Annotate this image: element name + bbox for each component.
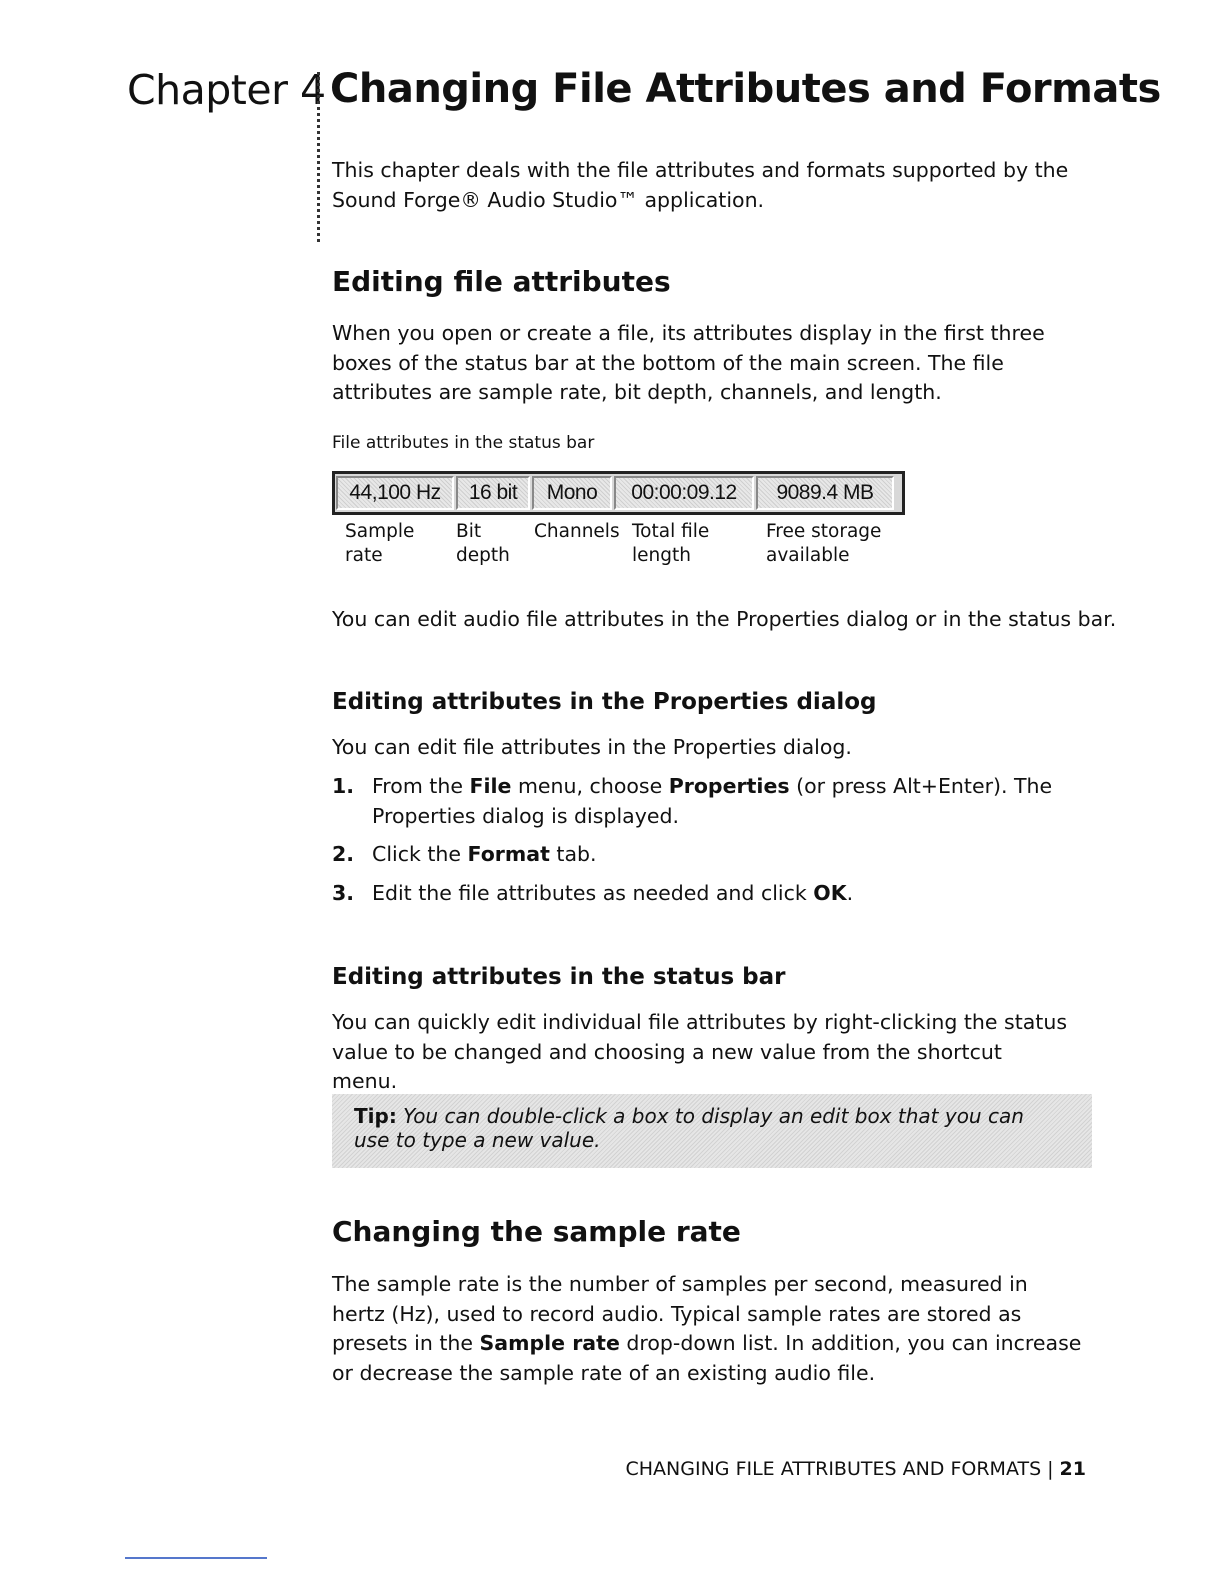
subsection-heading-properties: Editing attributes in the Properties dialog	[332, 689, 877, 715]
command-name-properties: Properties	[668, 774, 790, 798]
page-number: 21	[1059, 1458, 1086, 1480]
control-name-sample-rate: Sample rate	[479, 1331, 620, 1355]
status-box-channels: Mono	[532, 476, 612, 510]
section-heading-sample-rate: Changing the sample rate	[332, 1215, 741, 1248]
after-figure-paragraph: You can edit audio file attributes in the Properties dialog or in the status bar.	[332, 607, 1117, 631]
status-box-length: 00:00:09.12	[614, 476, 754, 510]
tab-name-format: Format	[467, 842, 550, 866]
statusbar-paragraph: You can quickly edit individual file attributes by right-clicking the status value to be changed and choosing a new value from the shortcut menu.	[332, 1010, 1068, 1093]
tip-box	[332, 1094, 1092, 1168]
sample-rate-paragraph	[332, 1270, 1082, 1388]
chapter-title: Changing File Attributes and Formats	[330, 66, 1161, 112]
label-length: Total file length	[632, 521, 710, 566]
step-number: 2.	[332, 842, 355, 866]
step-text: Click the	[372, 842, 468, 866]
paragraph-text: The sample rate is the number of samples per second, measured in hertz (Hz), used to record audio. Typical sample rates are stored as presets in the	[332, 1272, 1028, 1355]
list-item	[332, 879, 1072, 909]
label-bit-depth: Bit depth	[456, 521, 510, 566]
bottom-rule	[125, 1557, 267, 1559]
running-title: CHANGING FILE ATTRIBUTES AND FORMATS	[625, 1458, 1042, 1480]
list-item	[332, 772, 1072, 831]
label-sample-rate: Sample rate	[345, 521, 415, 566]
button-name-ok: OK	[813, 880, 847, 905]
tip-body: You can double-click a box to display an edit box that you can use to type a new value.	[354, 1104, 1024, 1152]
step-text: .	[846, 880, 854, 905]
status-box-free-storage: 9089.4 MB	[756, 476, 894, 510]
label-free-storage: Free storage available	[766, 521, 882, 566]
step-text: (or press Alt+Enter). The Properties dialog is displayed.	[372, 774, 1053, 828]
chapter-intro: This chapter deals with the file attributes and formats supported by the Sound Forge® Audio Studio™ application.	[332, 158, 1069, 212]
step-text: Edit the file attributes as needed and click	[372, 880, 814, 905]
page-footer	[626, 1458, 1087, 1480]
menu-name-file: File	[469, 774, 512, 798]
step-text: tab.	[549, 842, 597, 866]
chapter-label: Chapter 4	[127, 66, 326, 114]
label-channels: Channels	[534, 521, 620, 542]
figure-caption: File attributes in the status bar	[332, 433, 595, 453]
list-item	[332, 840, 1072, 870]
status-box-sample-rate: 44,100 Hz	[336, 476, 454, 510]
status-bar-labels	[0, 520, 1224, 580]
step-text: menu, choose	[511, 774, 669, 798]
properties-steps	[332, 772, 1072, 917]
section-heading-editing: Editing file attributes	[332, 265, 671, 298]
paragraph-text: drop-down list. In addition, you can increase or decrease the sample rate of an existing audio file.	[332, 1331, 1082, 1385]
footer-separator: |	[1047, 1458, 1054, 1480]
step-text: From the	[372, 774, 470, 798]
properties-intro: You can edit file attributes in the Properties dialog.	[332, 735, 852, 759]
subsection-heading-statusbar: Editing attributes in the status bar	[332, 964, 786, 990]
status-box-bit-depth: 16 bit	[456, 476, 530, 510]
tip-text	[354, 1104, 1054, 1152]
status-bar-figure	[332, 471, 905, 515]
step-number: 1.	[332, 774, 355, 798]
editing-paragraph: When you open or create a file, its attributes display in the first three boxes of the status bar at the bottom of the main screen. The file attributes are sample rate, bit depth, channels, and length.	[332, 321, 1045, 404]
tip-label: Tip:	[354, 1104, 397, 1128]
step-number: 3.	[332, 880, 355, 905]
dotted-divider	[317, 72, 320, 242]
